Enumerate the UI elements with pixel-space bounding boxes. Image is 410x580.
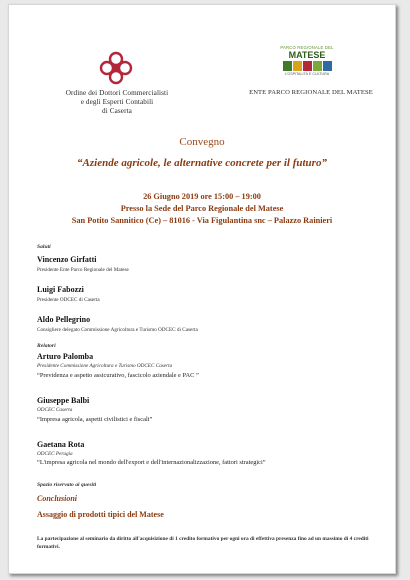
conclusions-heading: Conclusioni xyxy=(37,494,78,503)
odcec-logo-icon xyxy=(97,49,135,87)
event-type: Convegno xyxy=(179,136,225,148)
talk-title: “Previdenza e aspetto assicurativo, fascicolo aziendale e PAC ” xyxy=(37,372,199,379)
speaker-role: ODCEC Caserta xyxy=(37,407,73,413)
logo-block-icon xyxy=(283,61,292,71)
tasting-line: Assaggio di prodotti tipici del Matese xyxy=(37,510,164,519)
speaker-role: Presidente ODCEC di Caserta xyxy=(37,297,100,303)
logo-block-icon xyxy=(313,61,322,71)
logo-block-icon xyxy=(303,61,312,71)
odcec-line-1: Ordine dei Dottori Commercialisti xyxy=(65,89,169,97)
talk-title: “L'impresa agricola nel mondo dell'export e dell'internazionalizzazione, fattori strategici” xyxy=(37,459,266,466)
speaker-role: Consigliere delegato Commissione Agricoltura e Turismo ODCEC di Caserta xyxy=(37,327,198,333)
questions-note: Spazio riservato ai quesiti xyxy=(37,482,97,488)
odcec-org-name xyxy=(37,89,197,115)
speaker-role: ODCEC Perugia xyxy=(37,451,73,457)
speaker-name: Giuseppe Balbi xyxy=(37,396,90,405)
matese-logo xyxy=(277,45,337,76)
odcec-line-2: e degli Esperti Contabili xyxy=(80,97,154,106)
logo-block-icon xyxy=(293,61,302,71)
credits-note: La partecipazione al seminario da diritto all'acquisizione di 1 credito formativo per ogni ora di effettiva presenza fino ad un massimo di 4 crediti formativi. xyxy=(37,536,369,550)
event-address: San Potito Sannitico (Ce) – 81016 - Via Figulantina snc – Palazzo Rainieri xyxy=(71,216,333,225)
matese-org-name: ENTE PARCO REGIONALE DEL MATESE xyxy=(249,89,373,96)
document-page xyxy=(8,4,396,574)
speaker-name: Arturo Palomba xyxy=(37,352,94,361)
event-title: “Aziende agricole, le alternative concrete per il futuro” xyxy=(77,157,327,169)
speaker-role: Presidente Commissione Agricoltura e Turismo ODCEC Caserta xyxy=(37,363,173,369)
saluti-heading: Saluti xyxy=(37,244,51,250)
talk-title: “Impresa agricola, aspetti civilistici e fiscali” xyxy=(37,416,153,423)
relatori-heading: Relatori xyxy=(37,343,56,349)
speaker-name: Luigi Fabozzi xyxy=(37,285,84,294)
speaker-name: Gaetana Rota xyxy=(37,440,85,449)
matese-logo-top: PARCO REGIONALE DEL xyxy=(280,45,334,50)
matese-logo-main: MATESE xyxy=(288,50,326,60)
speaker-role: Presidente Ente Parco Regionale del Matese xyxy=(37,267,129,273)
logo-block-icon xyxy=(323,61,332,71)
speaker-name: Vincenzo Girfatti xyxy=(37,255,97,264)
speaker-name: Aldo Pellegrino xyxy=(37,315,91,324)
event-date: 26 Giugno 2019 ore 15:00 – 19:00 xyxy=(143,192,261,201)
odcec-line-3: di Caserta xyxy=(102,106,132,115)
matese-logo-blocks xyxy=(277,61,337,71)
matese-logo-tagline: L'OSPITALITÀ E CULTURA xyxy=(284,72,330,76)
event-venue: Presso la Sede del Parco Regionale del Matese xyxy=(120,204,284,213)
